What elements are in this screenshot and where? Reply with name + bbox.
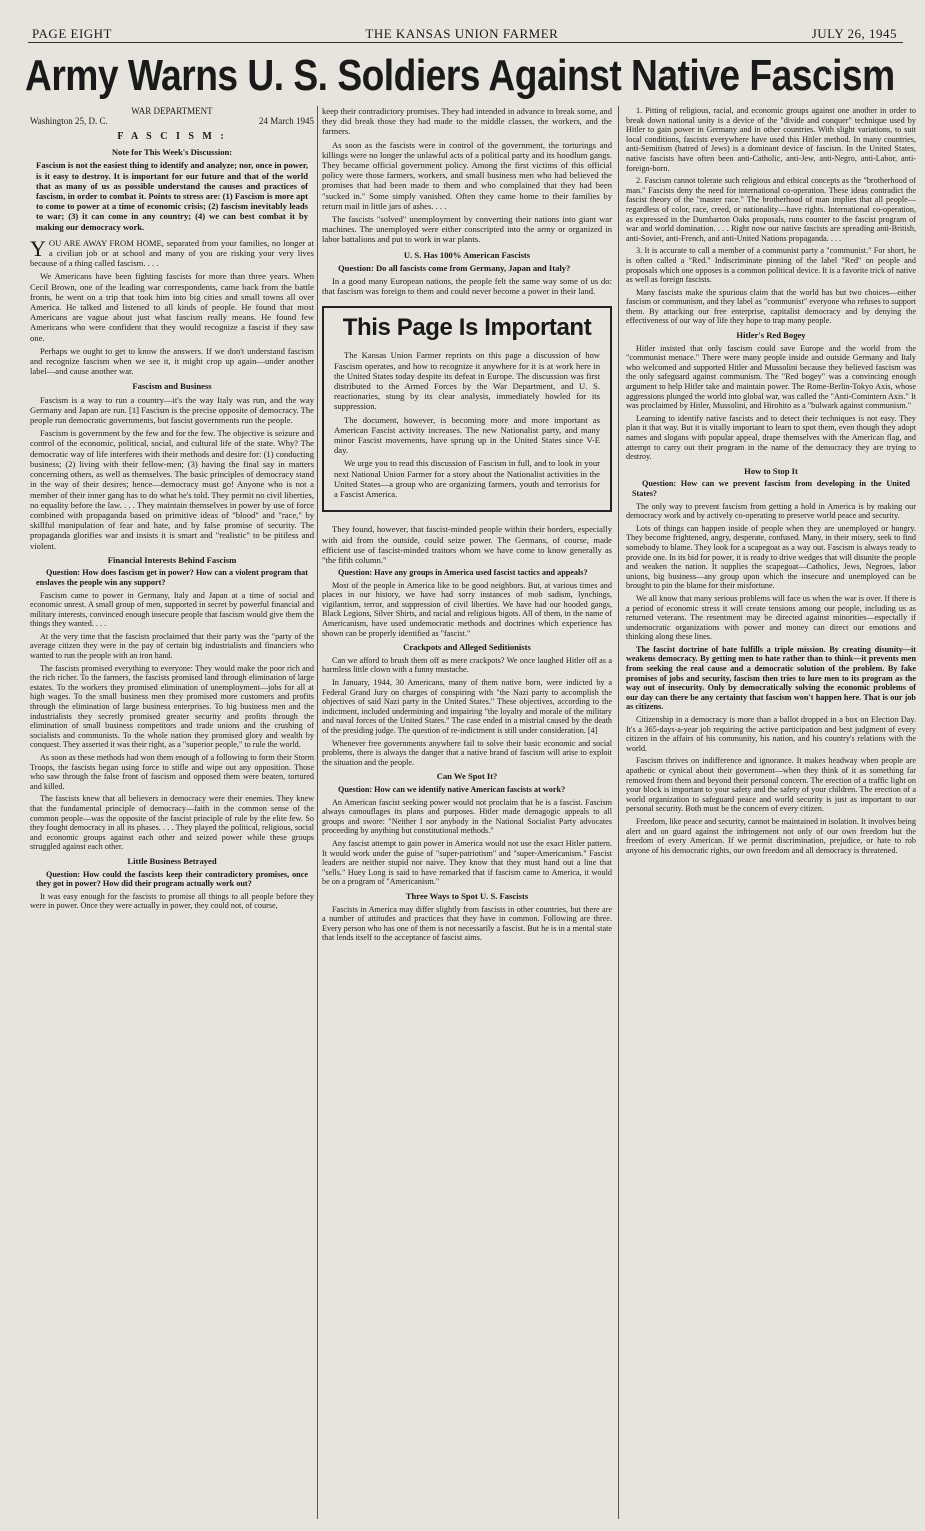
subheading: Crackpots and Alleged Seditionists (403, 642, 531, 653)
paragraph: As soon as the fascists were in control of the government, the torturings and killings were no longer the unlawful acts of a political party and its hoodlum gangs. They became official government policy. Among the first victims of this official policy were those farmers, workers, and small business men who had believed the promises that had been made to them and who complained that they had been "sucked in." Some simply vanished. Often they came home to their families by return mail in little jars of ashes. . . . (322, 139, 612, 211)
question: Question: How could the fascists keep their contradictory promises, once they got in power? How did their program actually work out? (36, 869, 308, 889)
fascism-heading: F A S C I S M : (117, 131, 227, 142)
box-title: This Page Is Important (342, 314, 592, 342)
box-paragraph: The document, however, is becoming more and more important as American Fascist activity increases. The new Nationalist party, and many minor Fascist movements, have sprung up in the United States since V-E day. (334, 414, 600, 456)
header-rule (28, 42, 903, 43)
paragraph: Fascists in America may differ slightly from fascists in other countries, but there are a number of attitudes and practices that they have in common. Following are three. Every person who has one of them is not necessarily a fascist. But he is in a mental state that lends itself to the acceptance of fascist aims. (322, 904, 612, 943)
subheading: Three Ways to Spot U. S. Fascists (405, 890, 529, 901)
paragraph: Citizenship in a democracy is more than a ballot dropped in a box on Election Day. It's a 365-days-a-year job requiring the active participation and best judgment of every citizen in the affairs of his community, his nation, and his country's relations with the world. (626, 715, 916, 753)
paragraph: The fascists promised everything to everyone: They would make the poor rich and the rich richer. To the farmers, the fascists promised land through elimination of large estates. To the workers they promised elimination of unemployment—jobs for all at high wages. To the small business men they promised more customers and profits through the elimination of large business enterprises. To big business men and the industrialists they secretly promised greater security and profits through the elimination of small business competitors and trade unions and the crushing of socialists and communists. To the whole nation they promised glory and wealth by conquest. They asserted it was their right, as a "superior people," to rule the world. (30, 663, 314, 750)
paragraph: Whenever free governments anywhere fail to solve their basic economic and social problems, there is always the danger that a native brand of fascism will arise to exploit the situation and the people. (322, 738, 612, 767)
headline: Army Warns U. S. Soldiers Against Native Fascism (25, 51, 895, 100)
paragraph: In January, 1944, 30 Americans, many of them native born, were indicted by a Federal Grand Jury on charges of conspiring with "the Nazi party to accomplish the objectives of said Nazi party in the United States." These objectives, according to the indictment, included undermining and impairing "the loyalty and morale of the military and naval forces of the United States." The case ended in a mistrial caused by the death of the presiding judge. The question of re-indictment is still under consideration. [4] (322, 678, 612, 736)
question: Question: How can we prevent fascism from developing in the United States? (632, 479, 910, 498)
paragraph: The fascists "solved" unemployment by converting their nations into giant war machines. The unemployed were either conscripted into the army or organized in labor battalions and put to work in war plants. (322, 214, 612, 245)
question: Question: How can we identify native American fascists at work? (338, 784, 566, 794)
paragraph: We Americans have been fighting fascists for more than three years. When Cecil Brown, one of the leading war correspondents, came back from the battle fronts, he went on a trip that took him into big cities and small towns all over America. He talked and listened to all kinds of people. He found that most Americans are vague about just what fascism really means. He found few Americans who were confident that they would recognize a fascist if they saw one. (30, 271, 314, 343)
note-title: Note for This Week's Discussion: (111, 147, 233, 158)
page-header (32, 22, 897, 42)
department-name: WAR DEPARTMENT (131, 106, 213, 116)
paragraph: 1. Pitting of religious, racial, and economic groups against one another in order to break down national unity is a device of the "divide and conquer" technique used by Hitler to gain power in Germany and in other countries. With slight variations, to suit local conditions, fascists everywhere have used this Hitler method. In many countries, anti-Semitism (hatred of Jews) is a dominant device of fascism. In the United States, native fascists have often been anti-Catholic, anti-Jew, anti-Negro, anti-Labor, anti-foreign-born. (626, 106, 916, 173)
department-city: Washington 25, D. C. (30, 116, 108, 126)
paragraph: At the very time that the fascists proclaimed that their party was the "party of the average citizen they were in the pay of certain big industrialists and financiers who wanted to run the people with an iron hand. (30, 631, 314, 661)
subheading: Fascism and Business (132, 381, 212, 392)
paragraph: Fascism is a way to run a country—it's the way Italy was run, and the way Germany and Japan are run. [1] Fascism is the precise opposite of democracy. The people run democratic governments, but fascist governments run the people. (30, 394, 314, 426)
question: Question: Do all fascists come from Germany, Japan and Italy? (338, 262, 571, 273)
paragraph: Lots of things can happen inside of people when they are unemployed or hungry. They become frightened, angry, desperate, confused. Many, in their misery, seek to find somebody to blame. They look for a scapegoat as a way out. Fascism is always ready to provide one. In its bid for power, it is ready to drive wedges that will disunite the people and weaken the nation. It supplies the scapegoat—Catholics, Jews, Negroes, labor unions, big business—any group upon which the insecure and unemployed can be brought to pin the blame for their misfortune. (626, 523, 916, 591)
subheading: Hitler's Red Bogey (736, 330, 806, 341)
question: Question: Have any groups in America used fascist tactics and appeals? (338, 568, 588, 578)
paragraph: Perhaps we ought to get to know the answers. If we don't understand fascism and recognize fascism when we see it, it might crop up again—under another label—and cause another war. (30, 345, 314, 377)
intro-paragraph: OU ARE AWAY FROM HOME, separated from your families, no longer at a civilian job or at school and many of you are risking your very lives because of a thing called fascism. . . . (30, 237, 314, 269)
column-rule (618, 106, 619, 1519)
paragraph: Can we afford to brush them off as mere crackpots? We once laughed Hitler off as a harmless little clown with a funny mustache. (322, 655, 612, 675)
paragraph: We all know that many serious problems will face us when the war is over. If there is a period of economic stress it will create tensions among our people, including us as returned veterans. The resentment may be directed against minorities—especially if undemocratic organizations with power and money can direct our emotions and thinking along these lines. (626, 593, 916, 642)
note-text: Fascism is not the easiest thing to identify and analyze; nor, once in power, is it easy to destroy. It is important for our future and that of the world that as many of us as possible understand the causes and practices of fascism, in order to combat it. Points to stress are: (1) Fascism is more apt to come to power at a time of economic crisis; (2) fascism inevitably leads to war; (3) it can come in any country; (4) we can best combat it by making our democracy work. (36, 160, 308, 232)
paragraph: Fascism came to power in Germany, Italy and Japan at a time of social and economic unrest. A small group of men, supported in secret by powerful financial and military interests, convinced enough insecure people that fascism would give them the things they wanted. . . . (30, 590, 314, 629)
paragraph: The fascist doctrine of hate fulfills a triple mission. By creating disunity—it weakens democracy. By getting men to hate rather than to think—it prevents men from seeking the real cause and a democratic solution of the problem. By fake promises of jobs and security, fascism then tries to lure men to its program as the way out of insecurity. Only by democratically solving the economic problems of our day can there be any certainty that fascism won't happen here. That is our job as citizens. (626, 644, 916, 712)
department-date: 24 March 1945 (259, 116, 314, 126)
column-rule (317, 106, 318, 1519)
paragraph: In a good many European nations, the people felt the same way some of us do: that fascism was foreign to them and could never become a power in their land. (322, 276, 612, 297)
paragraph: Any fascist attempt to gain power in America would not use the exact Hitler pattern. It would work under the guise of "super-patriotism" and "super-Americanism." Fascist leaders are neither stupid nor naive. They know that they must hand out a line that "sells." Huey Long is said to have remarked that if fascism came to America, it would be on a program of "Americanism." (322, 838, 612, 887)
paragraph: The fascists knew that all believers in democracy were their enemies. They knew that the fundamental principle of democracy—faith in the common sense of the common people—was the opposite of the fascist principle of rule by the elite few. So they fought democracy in all its phases. . . . They played the political, religious, social and economic groups against each other and seized power while these groups struggled against each other. (30, 794, 314, 852)
subheading: Little Business Betrayed (127, 855, 217, 866)
paragraph: 2. Fascism cannot tolerate such religious and ethical concepts as the "brotherhood of man." Fascists deny the need for international co-operation. These ideas contradict the fascist theory of the "master race." The brotherhood of man implies that all people—regardless of color, race, creed, or nationality—have rights. International co-operation, as expressed in the Dumbarton Oaks proposals, runs counter to the fascist program of war and world domination. . . . Right now our native fascists are spreading anti-British, anti-Soviet, anti-French, and anti-United Nations propaganda. . . . (626, 176, 916, 243)
drop-cap: Y (30, 235, 46, 261)
subheading: Financial Interests Behind Fascism (107, 554, 237, 565)
paragraph: Hitler insisted that only fascism could save Europe and the world from the "communist menace." There were many people inside and outside Germany and Italy who welcomed and supported Hitler and Mussolini because they believed fascism was the only safeguard against communism. The "Red bogey" was a convincing enough argument to help Hitler take and maintain power. The Rome-Berlin-Tokyo Axis, whose aggressions plunged the world into global war, was called the "Anti-Comintern Axis." It was proclaimed by Hitler, Mussolini, and Hirohito as a "bulwark against communism." (626, 343, 916, 411)
important-notice-box (322, 306, 612, 512)
paragraph: 3. It is accurate to call a member of a communist party a "communist." For short, he is often called a "Red." Indiscriminate pinning of the label "Red" on people and proposals which one opposes is a common political device. It is a favorite trick of native as well as foreign fascists. (626, 246, 916, 285)
paragraph: Many fascists make the spurious claim that the world has but two choices—either fascism or communism, and they label as "communist" everyone who refuses to support them. By attacking our free enterprise, capitalist democracy and by denying the effectiveness of our way of life they hope to trap many people. (626, 287, 916, 326)
column-2 (322, 106, 612, 1521)
paragraph: Learning to identify native fascists and to detect their techniques is not easy. They plan it that way. But it is vitally important to learn to spot them, even though they adopt names and slogans with popular appeal, drape themselves with the American flag, and attempt to carry out their program in the name of the democracy they are trying to destroy. (626, 413, 916, 462)
paragraph: Freedom, like peace and security, cannot be maintained in isolation. It involves being alert and on guard against the infringement not only of our own freedom but the freedom of every American. If we permit discrimination, prejudice, or hate to rob anyone of his democratic rights, our own freedom and all democracy is threatened. (626, 816, 916, 855)
issue-date: JULY 26, 1945 (811, 26, 897, 41)
box-paragraph: We urge you to read this discussion of Fascism in full, and to look in your next National Union Farmer for a story about the Nationalist activities in the United States—a group who are organizing farmers, youth and terrorists for a Fascist America. (334, 458, 600, 500)
paragraph: Most of the people in America like to be good neighbors. But, at various times and places in our history, we have had sorry instances of mob sadism, lynchings, vigilantism, terror, and suppression of civil liberties. We have had our hooded gangs, Black Legions, Silver Shirts, and racial and religious bigots. All of them, in the name of Americanism, have used undemocratic methods and doctrines which experience has shown can be properly identified as "fascist." (322, 580, 612, 638)
question: Question: How does fascism get in power? How can a violent program that enslaves the people win any support? (36, 568, 308, 587)
paragraph: An American fascist seeking power would not proclaim that he is a fascist. Fascism always camouflages its plans and purposes. Hitler made demagogic appeals to all groups and swore: "Neither I nor anybody in the National Socialist Party advocates proceeding by anything but constitutional methods." (322, 797, 612, 836)
column-1 (30, 106, 314, 1521)
subheading: Can We Spot It? (436, 771, 498, 782)
subheading: How to Stop It (744, 465, 798, 476)
paragraph: Fascism is government by the few and for the few. The objective is seizure and control of the economic, political, social, and cultural life of the state. Why? The democratic way of life interferes with their methods and desire for: (1) conducting business; (2) living with their fellow-men; (3) having the final say in matters concerning others, as well as themselves. The basic principles of democracy stand in the way of their desires; hence—democracy must go! Anyone who is not a member of their inner gang has to do what he's told. They permit no civil liberties, no equality before the law. . . . They maintain themselves in power by use of force combined with propaganda based on primitive ideas of "blood" and "race," by skillful manipulation of fear and hate, and by false promise of security. The propaganda glorifies war and insists it is smart and "realistic" to be pitiless and violent. (30, 428, 314, 551)
paragraph: keep their contradictory promises. They had intended in advance to break some, and they did break those they had made to the middle classes, the workers, and the farmers. (322, 106, 612, 137)
column-3 (626, 106, 916, 1521)
subheading: U. S. Has 100% American Fascists (403, 249, 531, 260)
war-department-dateline (30, 106, 314, 126)
paragraph: Fascism thrives on indifference and ignorance. It makes headway when people are apathetic or cynical about their government—when they think of it as something far removed from them and beyond their personal concern. The erection of a traffic light on your block is important to your safety and the safety of your children. The erection of a world organization to safeguard peace and world security is just as important to our personal security. Both must be the concern of every citizen. (626, 756, 916, 814)
paragraph: It was easy enough for the fascists to promise all things to all people before they were in power. Once they were actually in power, they could not, of course, (30, 891, 314, 911)
page-number: PAGE EIGHT (32, 26, 112, 41)
paragraph: As soon as these methods had won them enough of a following to form their Storm Troops, the fascists began using force to stifle and wipe out any opposition. Those who saw through the false front of fascism and opposed them were beaten, tortured and killed. (30, 753, 314, 791)
paragraph: They found, however, that fascist-minded people within their borders, especially with aid from the outside, could seize power. The Germans, of course, made efficient use of fascist-minded traitors whom we have come to know generally as "the fifth column." (322, 524, 612, 565)
box-paragraph: The Kansas Union Farmer reprints on this page a discussion of how Fascism operates, and how to recognize it anywhere for it is at work here in the United States today despite its defeat in Europe. The discussion was first distributed to the Armed Forces by the War Department, and U. S. reactionaries, stung by its clear analysis, immediately howled for its suppression. (334, 350, 600, 412)
newspaper-title: THE KANSAS UNION FARMER (365, 26, 559, 41)
paragraph: The only way to prevent fascism from getting a hold in America is by making our democracy work and by actively co-operating to preserve world peace and security. (626, 501, 916, 521)
